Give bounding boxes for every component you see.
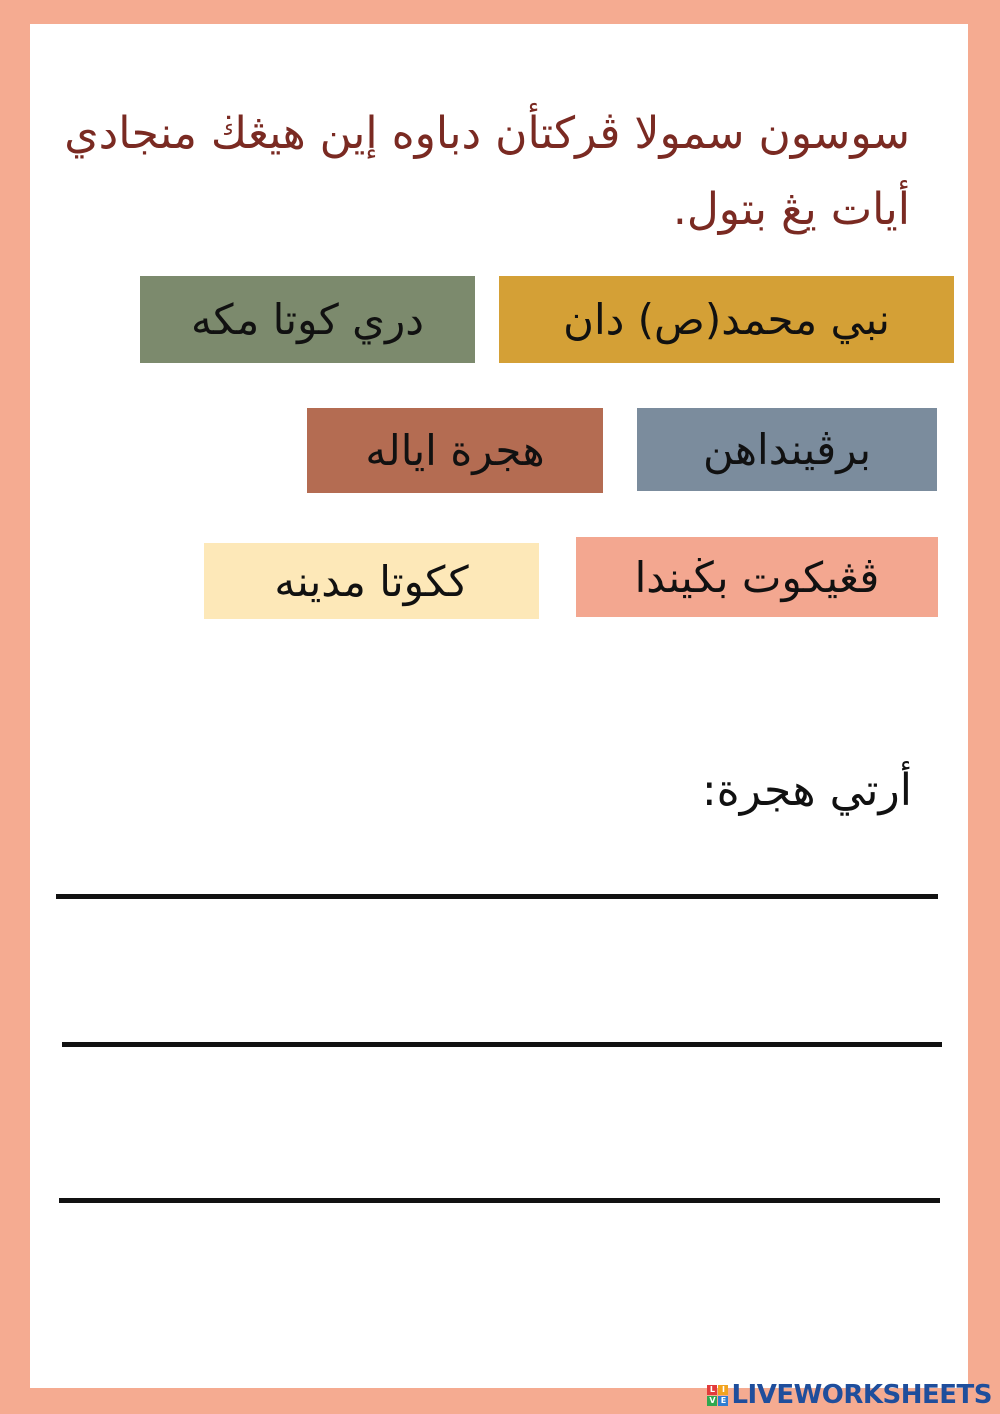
answer-line-3[interactable]	[59, 1198, 940, 1203]
brand-name: LIVEWORKSHEETS	[731, 1380, 992, 1410]
word-card-3[interactable]	[637, 408, 937, 491]
word-card-label: هجرة اياله	[365, 426, 545, 475]
worksheet-page	[30, 24, 968, 1388]
logo-letter: E	[718, 1396, 728, 1406]
word-card-label: برڤينداهن	[702, 425, 872, 474]
word-card-label: ككوتا مدينه	[274, 556, 469, 606]
meaning-prompt: أرتي هجرة:	[701, 765, 912, 816]
word-card-label: ڤڠيكوت بڬيندا	[634, 552, 880, 602]
word-card-label: نبي محمد(ص) دان	[563, 295, 890, 344]
answer-line-1[interactable]	[56, 894, 938, 899]
answer-line-2[interactable]	[62, 1042, 942, 1047]
logo-letter: V	[709, 1395, 716, 1405]
logo-letter: I	[718, 1385, 728, 1395]
liveworksheets-brand	[707, 1380, 992, 1410]
word-card-2[interactable]	[140, 276, 475, 363]
instruction-text: سوسون سمولا ڤركتأن دباوه إين هيڠڬ منجادي أيات يڠ بتول.	[64, 108, 910, 235]
word-card-label: دري كوتا مكه	[191, 295, 424, 344]
word-card-5[interactable]	[576, 537, 938, 617]
liveworksheets-logo-icon	[707, 1385, 728, 1406]
word-card-1[interactable]	[499, 276, 954, 363]
logo-letter: L	[707, 1385, 717, 1395]
word-card-6[interactable]	[204, 543, 539, 619]
word-card-4[interactable]	[307, 408, 603, 493]
